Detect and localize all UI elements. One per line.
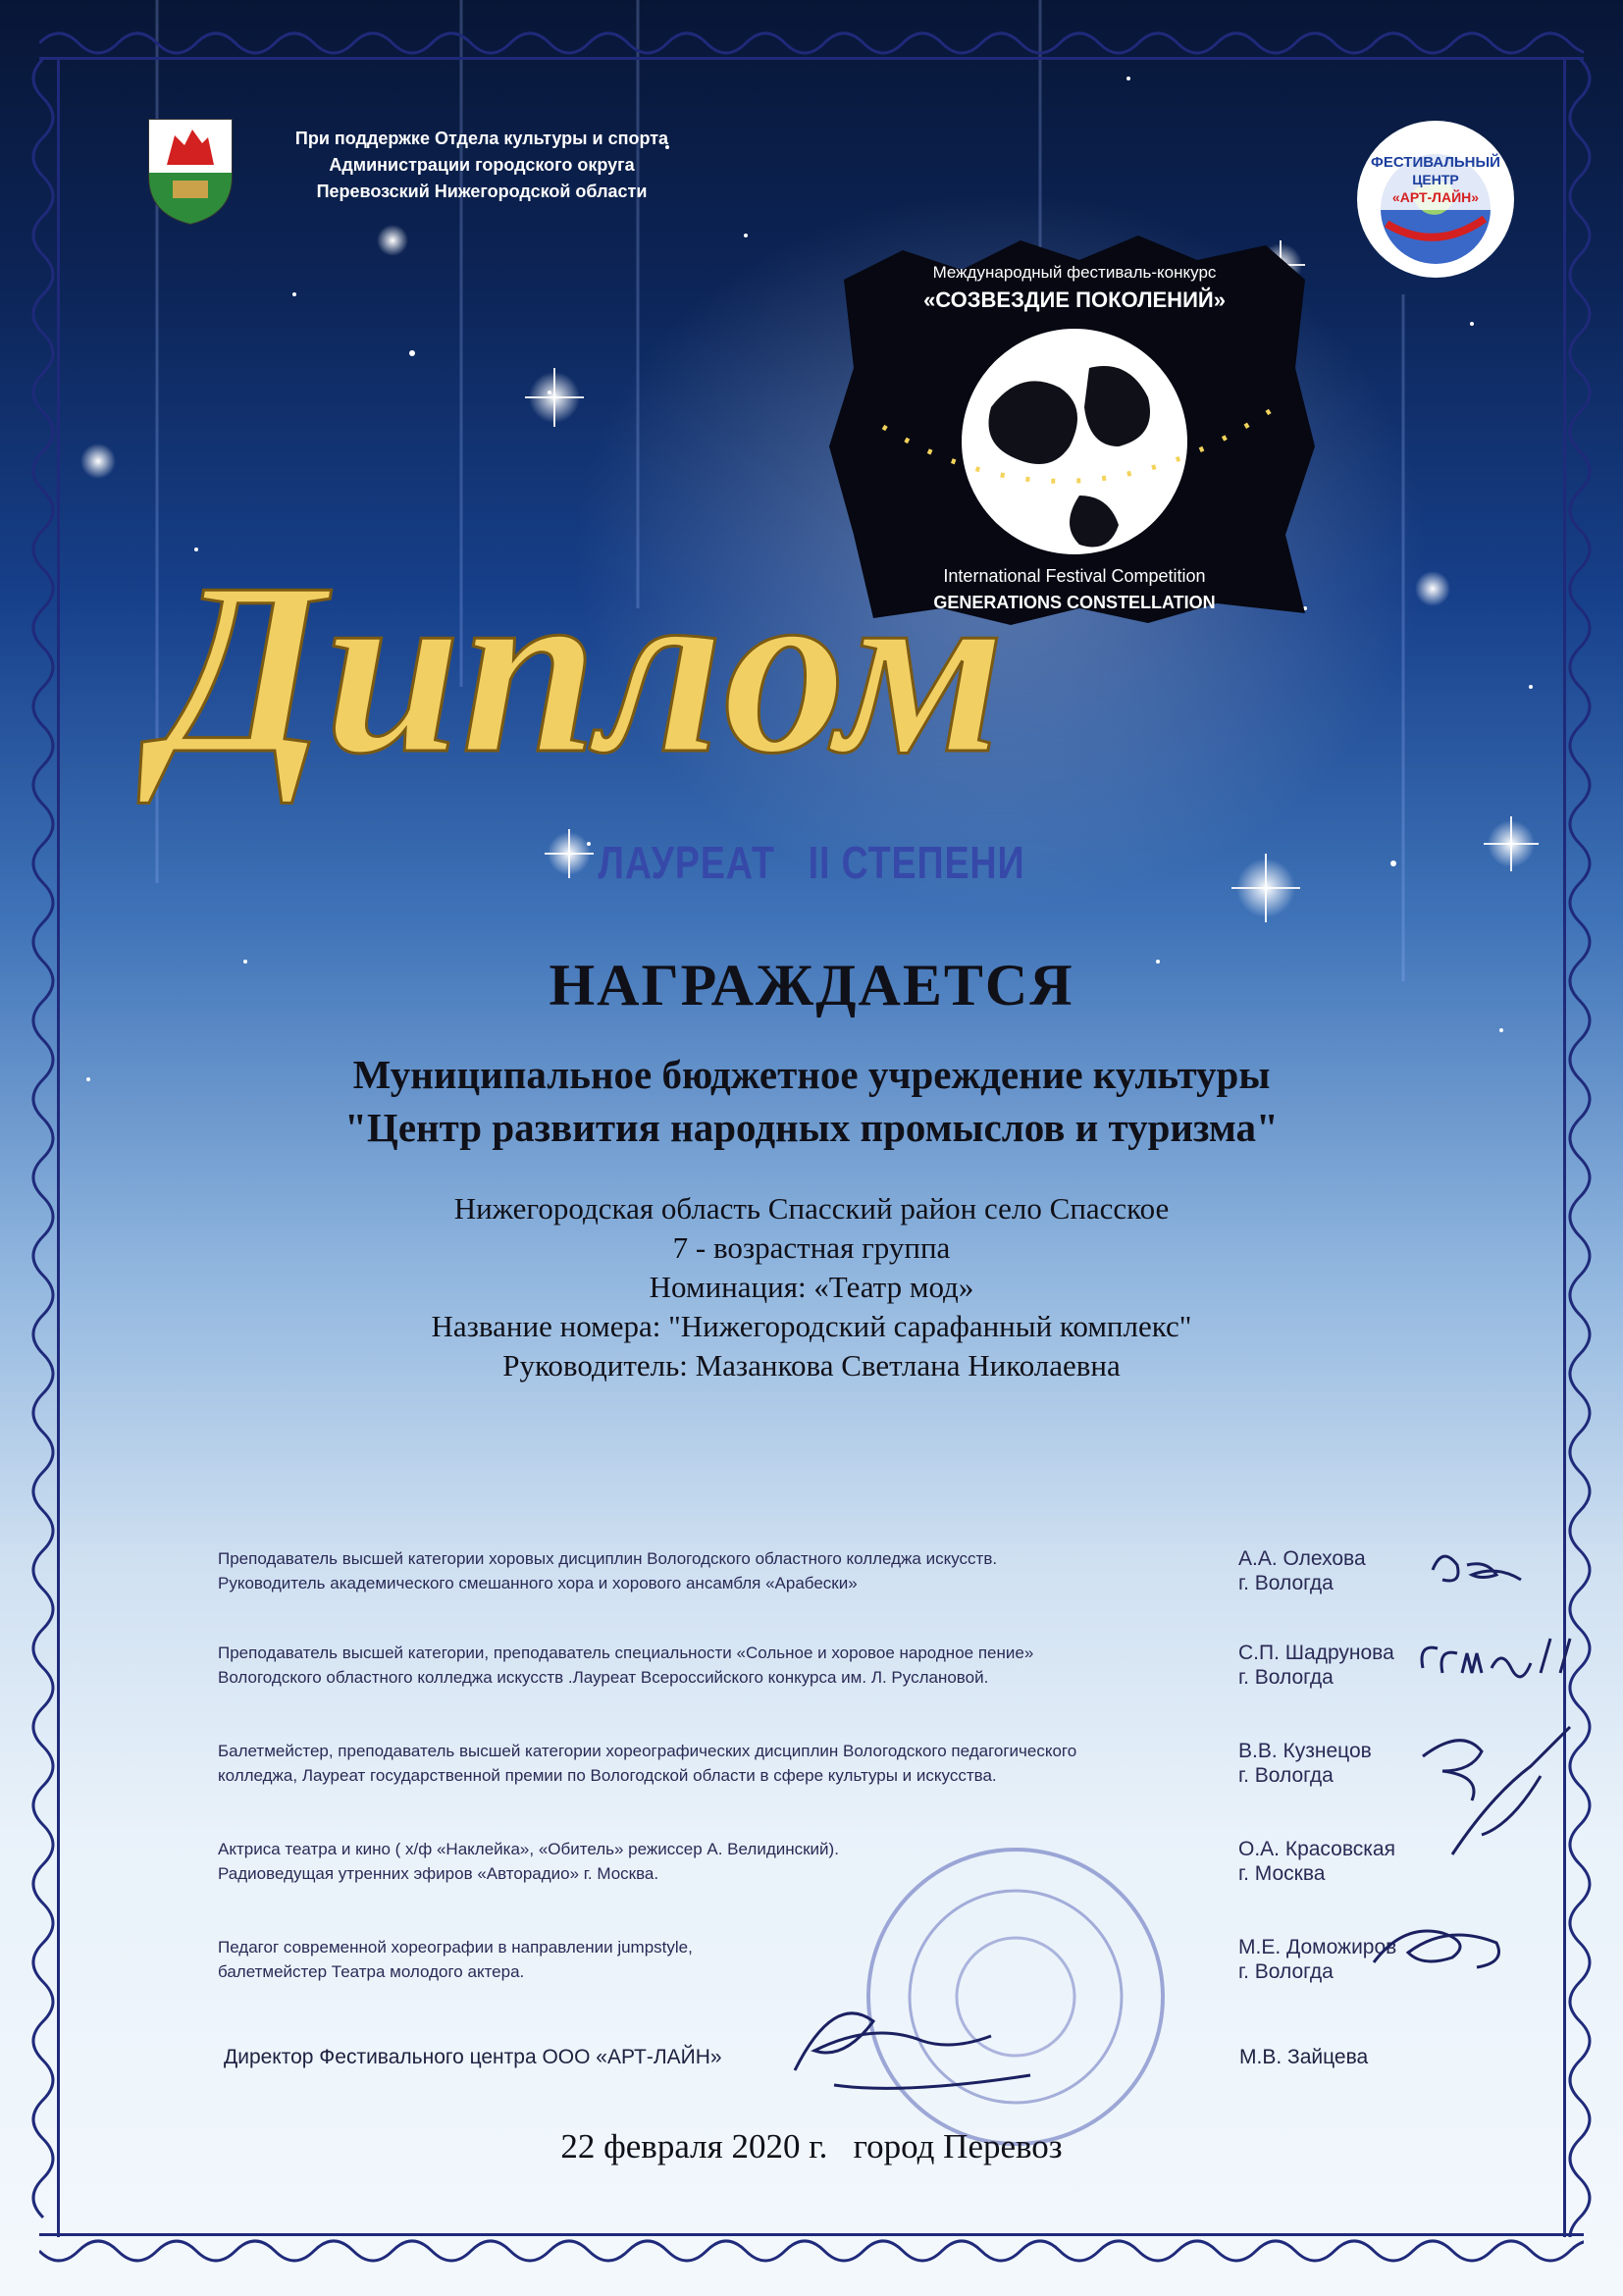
director-title: Директор Фестивального центра ООО «АРТ-ЛАЙН»	[224, 2046, 722, 2068]
signature-kuznetsov	[1393, 1717, 1590, 1874]
detail-performance-title: Название номера: "Нижегородский сарафанный комплекс"	[431, 1309, 1192, 1343]
detail-region: Нижегородская область Спасский район село Спасское	[453, 1191, 1170, 1226]
jury-member-city: г. Вологда	[1238, 1572, 1334, 1594]
ornament-border-bottom	[39, 2229, 1584, 2272]
laureate-label: ЛАУРЕАТ	[598, 837, 775, 888]
jury-member-name: О.А. Красовская	[1238, 1838, 1395, 1860]
signature-olekhova	[1423, 1540, 1541, 1599]
jury-description-line: Балетмейстер, преподаватель высшей категории хореографических дисциплин Вологодского педагогического	[218, 1742, 1077, 1760]
degree-label: II СТЕПЕНИ	[808, 837, 1025, 888]
signature-director	[775, 1992, 1070, 2100]
signature-shadrunova	[1413, 1629, 1580, 1697]
detail-age-group: 7 - возрастная группа	[672, 1230, 951, 1265]
art-line-logo-line1: ФЕСТИВАЛЬНЫЙ	[1371, 154, 1500, 171]
jury-description-line: Вологодского областного колледжа искусств .Лауреат Всероссийского конкурса им. Л. Руслановой.	[218, 1668, 989, 1687]
jury-description	[218, 1546, 1199, 1595]
date-and-place: 22 февраля 2020 г. город Перевоз	[560, 2127, 1063, 2166]
support-line: Администрации городского округа	[329, 155, 635, 175]
diploma-title	[128, 496, 1011, 809]
jury-member-name: М.Е. Доможиров	[1238, 1936, 1397, 1958]
jury-description-line: Руководитель академического смешанного хора и хорового ансамбля «Арабески»	[218, 1574, 858, 1592]
jury-description	[218, 1739, 1199, 1788]
director-name: М.В. Зайцева	[1239, 2046, 1369, 2068]
jury-member-city: г. Вологда	[1238, 1764, 1334, 1787]
jury-row	[218, 1546, 1493, 1605]
art-line-center-logo	[1352, 116, 1519, 283]
jury-description-line: Актриса театра и кино ( х/ф «Наклейка», «Обитель» режиссер А. Велидинский).	[218, 1840, 839, 1858]
signature-domozhirov	[1364, 1913, 1541, 1982]
art-line-logo-line2: ЦЕНТР	[1412, 172, 1459, 187]
jury-member-name: С.П. Шадрунова	[1238, 1642, 1394, 1664]
jury-description-line: Педагог современной хореографии в направлении jumpstyle,	[218, 1938, 693, 1957]
jury-member-name: А.А. Олехова	[1238, 1547, 1366, 1570]
laureate-degree	[146, 836, 1477, 889]
jury-description-line: колледжа, Лауреат государственной премии по Вологодской области в сфере культуры и искусства.	[218, 1766, 997, 1785]
festival-logo-en-subtitle: International Festival Competition	[943, 566, 1206, 586]
organization-line: "Центр развития народных промыслов и туризма"	[344, 1105, 1279, 1150]
jury-member-city: г. Москва	[1238, 1862, 1326, 1885]
jury-member-city: г. Вологда	[1238, 1960, 1334, 1983]
jury-description-line: Преподаватель высшей категории хоровых дисциплин Вологодского областного колледжа искусств.	[218, 1549, 998, 1568]
art-line-logo-line3: «АРТ-ЛАЙН»	[1391, 189, 1480, 205]
jury-row	[218, 1739, 1493, 1798]
support-text	[251, 126, 712, 205]
support-line: Перевозский Нижегородской области	[316, 182, 648, 201]
jury-member-city: г. Вологда	[1238, 1666, 1334, 1689]
organization-line: Муниципальное бюджетное учреждение культуры	[352, 1052, 1271, 1097]
jury-description-line: Радиоведущая утренних эфиров «Авторадио» г. Москва.	[218, 1864, 659, 1883]
award-details	[0, 1189, 1623, 1385]
awarded-heading: НАГРАЖДАЕТСЯ	[549, 953, 1074, 1018]
festival-logo-ru-name: «СОЗВЕЗДИЕ ПОКОЛЕНИЙ»	[923, 287, 1226, 312]
jury-row	[218, 1641, 1493, 1699]
support-line: При поддержке Отдела культуры и спорта	[294, 129, 669, 148]
festival-logo-ru-subtitle: Международный фестиваль-конкурс	[932, 263, 1217, 282]
diploma-title-text: Диплом	[157, 533, 1005, 805]
detail-supervisor: Руководитель: Мазанкова Светлана Николаевна	[502, 1348, 1121, 1383]
festival-logo-en-name: GENERATIONS CONSTELLATION	[933, 593, 1216, 612]
detail-nomination: Номинация: «Театр мод»	[649, 1270, 974, 1304]
organization-name	[0, 1048, 1623, 1154]
jury-description	[218, 1641, 1199, 1690]
ornament-border-top	[39, 22, 1584, 65]
jury-member	[1238, 1546, 1454, 1595]
coat-of-arms-emblem	[145, 116, 236, 226]
jury-description-line: балетмейстер Театра молодого актера.	[218, 1962, 525, 1981]
jury-member-name: В.В. Кузнецов	[1238, 1740, 1372, 1762]
jury-description-line: Преподаватель высшей категории, преподаватель специальности «Сольное и хоровое народное пение»	[218, 1644, 1034, 1662]
